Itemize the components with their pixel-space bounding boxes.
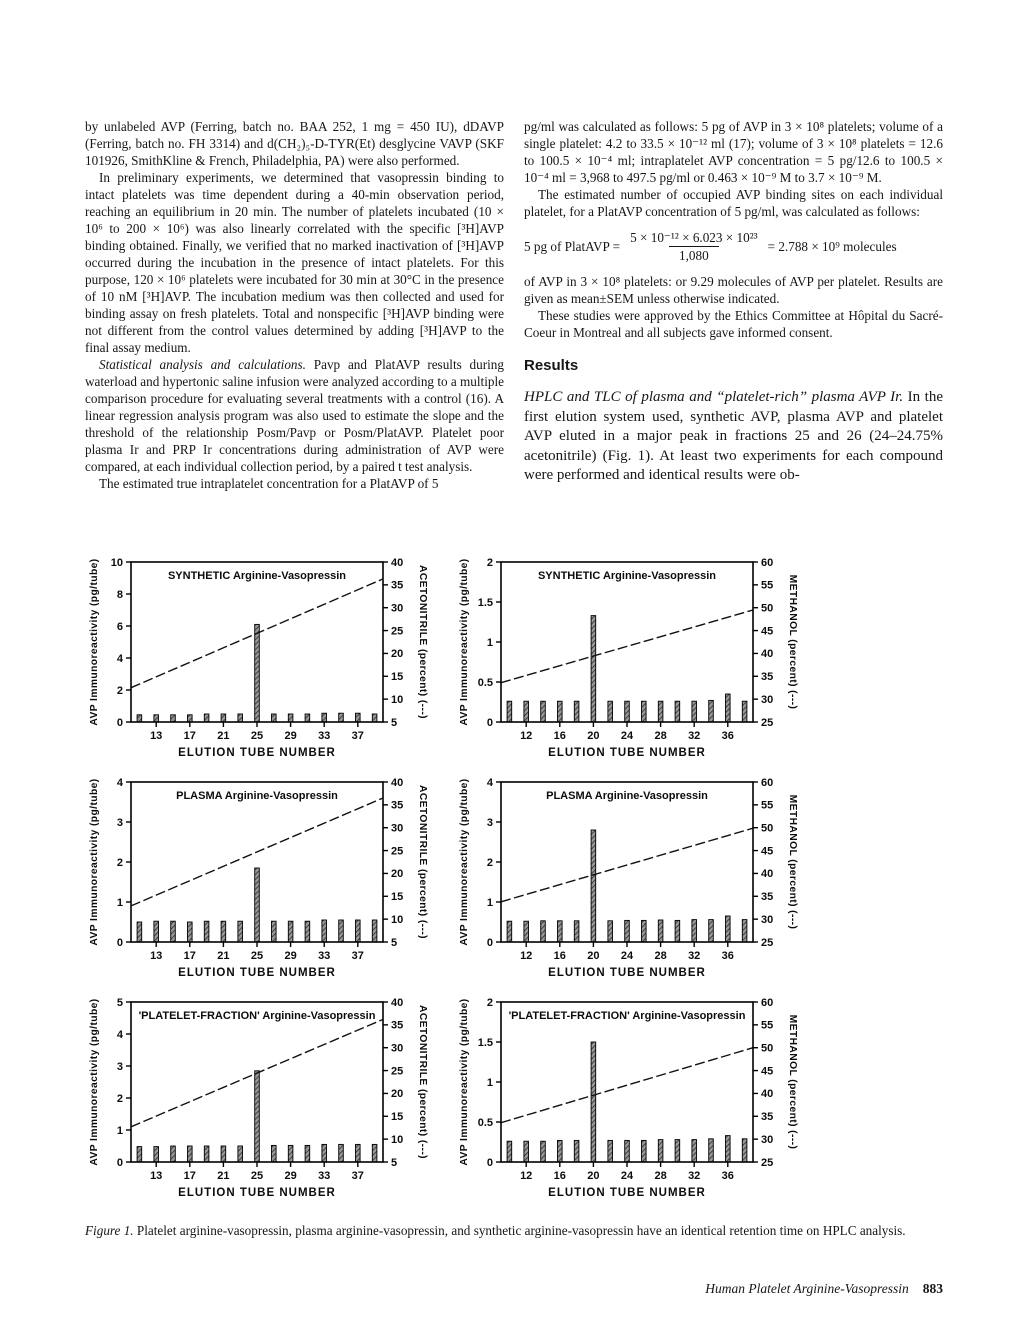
bar — [726, 694, 731, 722]
tick-label: 4 — [116, 652, 123, 665]
tick-label: 12 — [520, 1170, 533, 1182]
chart-title: PLASMA Arginine-Vasopressin — [176, 790, 338, 802]
tick-label: 4 — [116, 1028, 123, 1041]
tick-label: 29 — [284, 950, 297, 962]
tick-label: 15 — [391, 1111, 404, 1124]
tick-label: 0 — [486, 936, 493, 949]
bar — [288, 1145, 293, 1162]
bar — [574, 921, 579, 942]
bar — [642, 701, 647, 722]
bar — [675, 920, 680, 942]
bar — [709, 1139, 714, 1162]
bar — [675, 1140, 680, 1162]
paragraph-calculation: pg/ml was calculated as follows: 5 pg of AVP in 3 × 10⁸ platelets; volume of a single platelet: 4.2 to 33.5 × 10⁻¹² ml (17); volume of 3 × 10⁸ platelets = 12.6 to 100.5 × 10⁻⁴ ml; intraplatelet AVP concentration = 5 pg/12.6 to 100.5 × 10⁻⁴ ml = 3,968 to 497.5 pg/ml or 0.463 × 10⁻⁹ M to 3.7 × 10⁻⁹ M. — [524, 119, 943, 185]
tick-label: 30 — [761, 693, 774, 706]
tick-label: 32 — [688, 950, 701, 962]
tick-label: 12 — [520, 730, 533, 742]
bar — [305, 1145, 310, 1162]
tick-label: 1 — [486, 1076, 493, 1089]
bar — [608, 921, 613, 942]
tick-label: 5 — [116, 996, 123, 1009]
paragraph-ethics: These studies were approved by the Ethics Committee at Hôpital du Sacré-Coeur in Montreal and all subjects gave informed consent. — [524, 308, 943, 340]
left-axis-label: AVP Immunoreactivity (pg/tube) — [459, 778, 470, 946]
chart-svg — [85, 992, 430, 1210]
right-axis-label: METHANOL (percent) (---) — [787, 794, 798, 930]
bar — [272, 1145, 277, 1162]
tick-label: 50 — [761, 1042, 774, 1055]
plot-frame — [501, 1002, 753, 1162]
bar — [742, 701, 747, 722]
tick-label: 28 — [654, 730, 667, 742]
left-axis-label: AVP Immunoreactivity (pg/tube) — [459, 558, 470, 726]
bar — [305, 714, 310, 722]
bar — [692, 920, 697, 942]
bar — [625, 920, 630, 942]
tick-label: 35 — [391, 799, 404, 812]
formula-fraction — [626, 230, 762, 263]
bar — [339, 1144, 344, 1162]
chart-title: 'PLATELET-FRACTION' Arginine-Vasopressin — [508, 1010, 746, 1022]
bar — [591, 830, 596, 942]
tick-label: 40 — [391, 996, 404, 1009]
bar — [541, 921, 546, 942]
bar — [558, 701, 563, 722]
bar — [288, 921, 293, 942]
tick-label: 10 — [391, 913, 404, 926]
tick-label: 45 — [761, 1065, 774, 1078]
bar — [339, 920, 344, 942]
tick-label: 0.5 — [477, 1116, 493, 1129]
tick-label: 5 — [391, 716, 398, 729]
tick-label: 15 — [391, 671, 404, 684]
bar — [574, 701, 579, 722]
tick-label: 3 — [116, 816, 123, 829]
bar — [356, 713, 361, 722]
tick-label: 16 — [553, 730, 566, 742]
bar — [625, 701, 630, 722]
tick-label: 3 — [116, 1060, 123, 1073]
tick-label: 36 — [721, 1170, 734, 1182]
tick-label: 29 — [284, 1170, 297, 1182]
left-axis-label: AVP Immunoreactivity (pg/tube) — [89, 998, 100, 1166]
x-axis-label: ELUTION TUBE NUMBER — [548, 747, 706, 759]
tick-label: 35 — [761, 671, 774, 684]
tick-label: 17 — [183, 950, 196, 962]
paragraph-binding-sites: The estimated number of occupied AVP binding sites on each individual platelet, for a PlatAVP concentration of 5 pg/ml, was calculated as follows: — [524, 187, 943, 219]
bar — [642, 1140, 647, 1162]
tick-label: 0 — [116, 716, 123, 729]
x-axis-label: ELUTION TUBE NUMBER — [178, 747, 336, 759]
bar — [221, 1146, 226, 1162]
bar — [305, 921, 310, 942]
bar — [255, 624, 260, 722]
tick-label: 30 — [761, 913, 774, 926]
bar — [272, 714, 277, 722]
tick-label: 21 — [217, 950, 230, 962]
tick-label: 60 — [761, 556, 774, 569]
x-axis-label: ELUTION TUBE NUMBER — [548, 1187, 706, 1199]
tick-label: 20 — [587, 950, 600, 962]
left-axis-label: AVP Immunoreactivity (pg/tube) — [89, 778, 100, 946]
tick-label: 24 — [620, 730, 634, 742]
tick-label: 25 — [761, 936, 774, 949]
tick-label: 1 — [116, 1124, 123, 1137]
bar — [137, 715, 142, 722]
bar — [204, 921, 209, 942]
running-title: Human Platelet Arginine-Vasopressin — [705, 1281, 909, 1296]
bar — [742, 1139, 747, 1162]
tick-label: 30 — [391, 1042, 404, 1055]
tick-label: 15 — [391, 891, 404, 904]
bar — [658, 1140, 663, 1162]
bar — [726, 1136, 731, 1162]
tick-label: 3 — [486, 816, 493, 829]
bar — [188, 1146, 193, 1162]
chart-synthetic-avp-acetonitrile — [85, 552, 430, 770]
bar — [171, 921, 176, 942]
x-axis-label: ELUTION TUBE NUMBER — [178, 967, 336, 979]
chart-svg — [455, 992, 800, 1210]
chart-plasma-avp-acetonitrile — [85, 772, 430, 990]
bar — [541, 701, 546, 722]
tick-label: 25 — [391, 625, 404, 638]
tick-label: 28 — [654, 1170, 667, 1182]
tick-label: 21 — [217, 1170, 230, 1182]
tick-label: 2 — [116, 856, 123, 869]
bar — [322, 920, 327, 942]
bar — [658, 701, 663, 722]
tick-label: 29 — [284, 730, 297, 742]
tick-label: 25 — [250, 950, 264, 962]
tick-label: 16 — [553, 950, 566, 962]
tick-label: 20 — [391, 1088, 404, 1101]
bar — [507, 921, 512, 942]
bar — [507, 701, 512, 722]
tick-label: 60 — [761, 996, 774, 1009]
page-footer — [85, 1281, 943, 1297]
tick-label: 1 — [486, 636, 493, 649]
gradient-line — [501, 610, 753, 683]
bar — [591, 1042, 596, 1162]
tick-label: 50 — [761, 602, 774, 615]
tick-label: 32 — [688, 1170, 701, 1182]
bar — [742, 920, 747, 942]
right-axis-label: METHANOL (percent) (---) — [787, 1014, 798, 1150]
tick-label: 5 — [391, 936, 398, 949]
bar — [356, 920, 361, 942]
tick-label: 25 — [250, 730, 264, 742]
bar — [558, 1140, 563, 1162]
bar — [356, 1144, 361, 1162]
tick-label: 17 — [183, 1170, 196, 1182]
paragraph-text: In the first elution system used, synthetic AVP, plasma AVP and platelet AVP eluted in a major peak in fractions 25 and 26 (24–24.75% acetonitrile) (Fig. 1). At least two experiments for each compound were performed and identical results were ob- — [524, 389, 943, 483]
tick-label: 1.5 — [477, 1036, 493, 1049]
tick-label: 1 — [486, 896, 493, 909]
formula-lhs: 5 pg of PlatAVP = — [524, 239, 621, 254]
tick-label: 10 — [110, 556, 123, 569]
tick-label: 10 — [391, 1133, 404, 1146]
tick-label: 6 — [116, 620, 123, 633]
tick-label: 13 — [150, 1170, 163, 1182]
tick-label: 30 — [391, 822, 404, 835]
bar — [574, 1140, 579, 1162]
tick-label: 35 — [761, 1111, 774, 1124]
tick-label: 0.5 — [477, 676, 493, 689]
bar — [188, 715, 193, 722]
tick-label: 55 — [761, 799, 774, 812]
tick-label: 55 — [761, 579, 774, 592]
tick-label: 17 — [183, 730, 196, 742]
tick-label: 25 — [250, 1170, 264, 1182]
tick-label: 0 — [116, 936, 123, 949]
plot-frame — [501, 782, 753, 942]
bar — [154, 1147, 159, 1162]
x-axis-label: ELUTION TUBE NUMBER — [548, 967, 706, 979]
tick-label: 40 — [761, 648, 774, 661]
tick-label: 60 — [761, 776, 774, 789]
bar — [372, 714, 377, 722]
bar — [137, 1147, 142, 1162]
gradient-line — [501, 828, 753, 902]
bar — [171, 1146, 176, 1162]
bar — [372, 920, 377, 942]
gradient-line — [501, 1048, 753, 1123]
tick-label: 33 — [318, 1170, 331, 1182]
chart-svg — [85, 552, 430, 770]
tick-label: 20 — [391, 868, 404, 881]
tick-label: 1.5 — [477, 596, 493, 609]
paragraph-statistical-analysis — [85, 356, 504, 475]
chart-title: SYNTHETIC Arginine-Vasopressin — [167, 570, 347, 582]
figure-1-charts — [85, 552, 800, 1210]
tick-label: 28 — [654, 950, 667, 962]
bar — [154, 715, 159, 722]
tick-label: 45 — [761, 845, 774, 858]
tick-label: 0 — [486, 1156, 493, 1169]
right-axis-label: ACETONITRILE (percent) (---) — [417, 784, 428, 940]
tick-label: 40 — [391, 556, 404, 569]
bar — [171, 715, 176, 722]
bar — [238, 714, 243, 722]
tick-label: 12 — [520, 950, 533, 962]
tick-label: 37 — [351, 950, 364, 962]
tick-label: 36 — [721, 730, 734, 742]
tick-label: 10 — [391, 693, 404, 706]
tick-label: 32 — [688, 730, 701, 742]
run-in-heading-statistical: Statistical analysis and calculations. — [99, 357, 306, 372]
tick-label: 20 — [587, 730, 600, 742]
bar — [726, 916, 731, 942]
tick-label: 0 — [486, 716, 493, 729]
tick-label: 33 — [318, 730, 331, 742]
tick-label: 4 — [486, 776, 493, 789]
bar — [221, 714, 226, 722]
chart-title: SYNTHETIC Arginine-Vasopressin — [537, 570, 717, 582]
chart-svg — [455, 552, 800, 770]
formula-numerator: 5 × 10⁻¹² × 6.023 × 10²³ — [630, 230, 758, 245]
bar — [154, 921, 159, 942]
chart-synthetic-avp-methanol — [455, 552, 800, 770]
tick-label: 2 — [486, 996, 493, 1009]
tick-label: 33 — [318, 950, 331, 962]
chart-svg — [455, 772, 800, 990]
bar — [625, 1140, 630, 1162]
bar — [524, 921, 529, 942]
bar — [221, 921, 226, 942]
tick-label: 21 — [217, 730, 230, 742]
tick-label: 2 — [116, 1092, 123, 1105]
tick-label: 30 — [761, 1133, 774, 1146]
platavp-formula — [524, 230, 943, 263]
bar — [322, 1144, 327, 1162]
bar — [642, 920, 647, 942]
tick-label: 35 — [391, 1019, 404, 1032]
bar — [524, 1141, 529, 1162]
results-heading: Results — [524, 357, 579, 374]
chart-platelet-fraction-avp-acetonitrile — [85, 992, 430, 1210]
tick-label: 25 — [761, 716, 774, 729]
tick-label: 37 — [351, 730, 364, 742]
paragraph-preliminary-experiments: In preliminary experiments, we determined that vasopressin binding to intact platelets was time dependent during a 40-min observation period, reaching an equilibrium in 20 min. The number of platelets incubated (10 × 10⁶ to 200 × 10⁶) was also linearly correlated with the specific [³H]AVP binding obtained. Finally, we verified that no marked inactivation of [³H]AVP occurred during the incubation in the presence of intact platelets. For this purpose, 120 × 10⁶ platelets were incubated for 30 min at 30°C in the presence of 10 nM [³H]AVP. The incubation medium was then collected and used for binding assay on fresh platelets. Total and nonspecific [³H]AVP binding were not different from the control values determined by adding [³H]AVP to the final assay medium. — [85, 170, 504, 355]
chart-title: PLASMA Arginine-Vasopressin — [546, 790, 708, 802]
bar — [204, 1146, 209, 1162]
bar — [709, 920, 714, 942]
bar — [709, 700, 714, 722]
tick-label: 35 — [391, 579, 404, 592]
bar — [238, 1146, 243, 1162]
tick-label: 16 — [553, 1170, 566, 1182]
chart-svg — [85, 772, 430, 990]
bar — [272, 921, 277, 942]
tick-label: 0 — [116, 1156, 123, 1169]
tick-label: 25 — [391, 1065, 404, 1078]
figure-caption-text: Platelet arginine-vasopressin, plasma arginine-vasopressin, and synthetic arginine-vasopressin have an identical retention time on HPLC analysis. — [133, 1223, 906, 1238]
left-axis-label: AVP Immunoreactivity (pg/tube) — [459, 998, 470, 1166]
tick-label: 13 — [150, 730, 163, 742]
bar — [188, 922, 193, 942]
bar — [238, 921, 243, 942]
tick-label: 24 — [620, 950, 634, 962]
tick-label: 24 — [620, 1170, 634, 1182]
bar — [204, 714, 209, 722]
bar — [658, 920, 663, 942]
tick-label: 5 — [391, 1156, 398, 1169]
tick-label: 37 — [351, 1170, 364, 1182]
bar — [255, 1071, 260, 1162]
bar — [541, 1141, 546, 1162]
right-axis-label: ACETONITRILE (percent) (---) — [417, 564, 428, 720]
x-axis-label: ELUTION TUBE NUMBER — [178, 1187, 336, 1199]
right-axis-label: METHANOL (percent) (---) — [787, 574, 798, 710]
tick-label: 40 — [391, 776, 404, 789]
left-axis-label: AVP Immunoreactivity (pg/tube) — [89, 558, 100, 726]
chart-plasma-avp-methanol — [455, 772, 800, 990]
tick-label: 55 — [761, 1019, 774, 1032]
bar — [507, 1141, 512, 1162]
tick-label: 25 — [391, 845, 404, 858]
tick-label: 45 — [761, 625, 774, 638]
tick-label: 30 — [391, 602, 404, 615]
paragraph-methods-compounds: by unlabeled AVP (Ferring, batch no. BAA 252, 1 mg = 450 IU), dDAVP (Ferring, batch no. FH 3314) and d(CH₂)₅-D-TYR(Et) desglycine VAVP (SKF 101926, SmithKline & French, Philadelphia, PA) were also performed. — [85, 119, 504, 168]
bar — [608, 1140, 613, 1162]
right-axis-label: ACETONITRILE (percent) (---) — [417, 1004, 428, 1160]
tick-label: 8 — [116, 588, 123, 601]
bar — [558, 921, 563, 942]
figure-caption-lead: Figure 1. — [85, 1223, 134, 1238]
tick-label: 20 — [587, 1170, 600, 1182]
tick-label: 13 — [150, 950, 163, 962]
bar — [372, 1144, 377, 1162]
tick-label: 2 — [486, 556, 493, 569]
tick-label: 1 — [116, 896, 123, 909]
chart-platelet-fraction-avp-methanol — [455, 992, 800, 1210]
bar — [692, 1140, 697, 1162]
bar — [608, 701, 613, 722]
body-text — [85, 118, 943, 492]
paragraph-text: Pavp and PlatAVP results during waterload and hypertonic saline infusion were analyzed according to a multiple comparison procedure for evaluating several treatments with a control (16). A linear regression analysis program was also used to estimate the slope and the threshold of the relationship Posm/Pavp or Posm/PlatAVP. Platelet poor plasma Ir and PRP Ir concentrations during administration of AVP were compared, at each individual collection period, by a paired t test analysis. — [85, 357, 504, 474]
formula-rhs: = 2.788 × 10⁹ molecules — [767, 239, 897, 254]
paragraph-molecules-per-platelet: of AVP in 3 × 10⁸ platelets: or 9.29 molecules of AVP per platelet. Results are given as mean±SEM unless otherwise indicated. — [524, 274, 943, 306]
bar — [288, 714, 293, 722]
tick-label: 36 — [721, 950, 734, 962]
chart-title: 'PLATELET-FRACTION' Arginine-Vasopressin — [138, 1010, 376, 1022]
page-number: 883 — [922, 1281, 943, 1296]
formula-denominator: 1,080 — [669, 246, 719, 263]
bar — [339, 713, 344, 722]
bar — [692, 701, 697, 722]
bar — [675, 701, 680, 722]
run-in-heading-hplc: HPLC and TLC of plasma and “platelet-rich” plasma AVP Ir. — [524, 389, 904, 405]
tick-label: 2 — [486, 856, 493, 869]
tick-label: 35 — [761, 891, 774, 904]
left-column — [85, 118, 504, 492]
figure-1-caption — [85, 1222, 945, 1240]
tick-label: 4 — [116, 776, 123, 789]
plot-frame — [501, 562, 753, 722]
bar — [524, 701, 529, 722]
bar — [255, 868, 260, 942]
tick-label: 2 — [116, 684, 123, 697]
tick-label: 40 — [761, 868, 774, 881]
tick-label: 40 — [761, 1088, 774, 1101]
tick-label: 50 — [761, 822, 774, 835]
paragraph-intraplatelet-concentration: The estimated true intraplatelet concentration for a PlatAVP of 5 — [99, 476, 439, 491]
bar — [137, 922, 142, 942]
paragraph-hplc-results — [524, 388, 943, 486]
tick-label: 25 — [761, 1156, 774, 1169]
bar — [591, 616, 596, 722]
bar — [322, 713, 327, 722]
tick-label: 20 — [391, 648, 404, 661]
right-column — [524, 118, 943, 492]
